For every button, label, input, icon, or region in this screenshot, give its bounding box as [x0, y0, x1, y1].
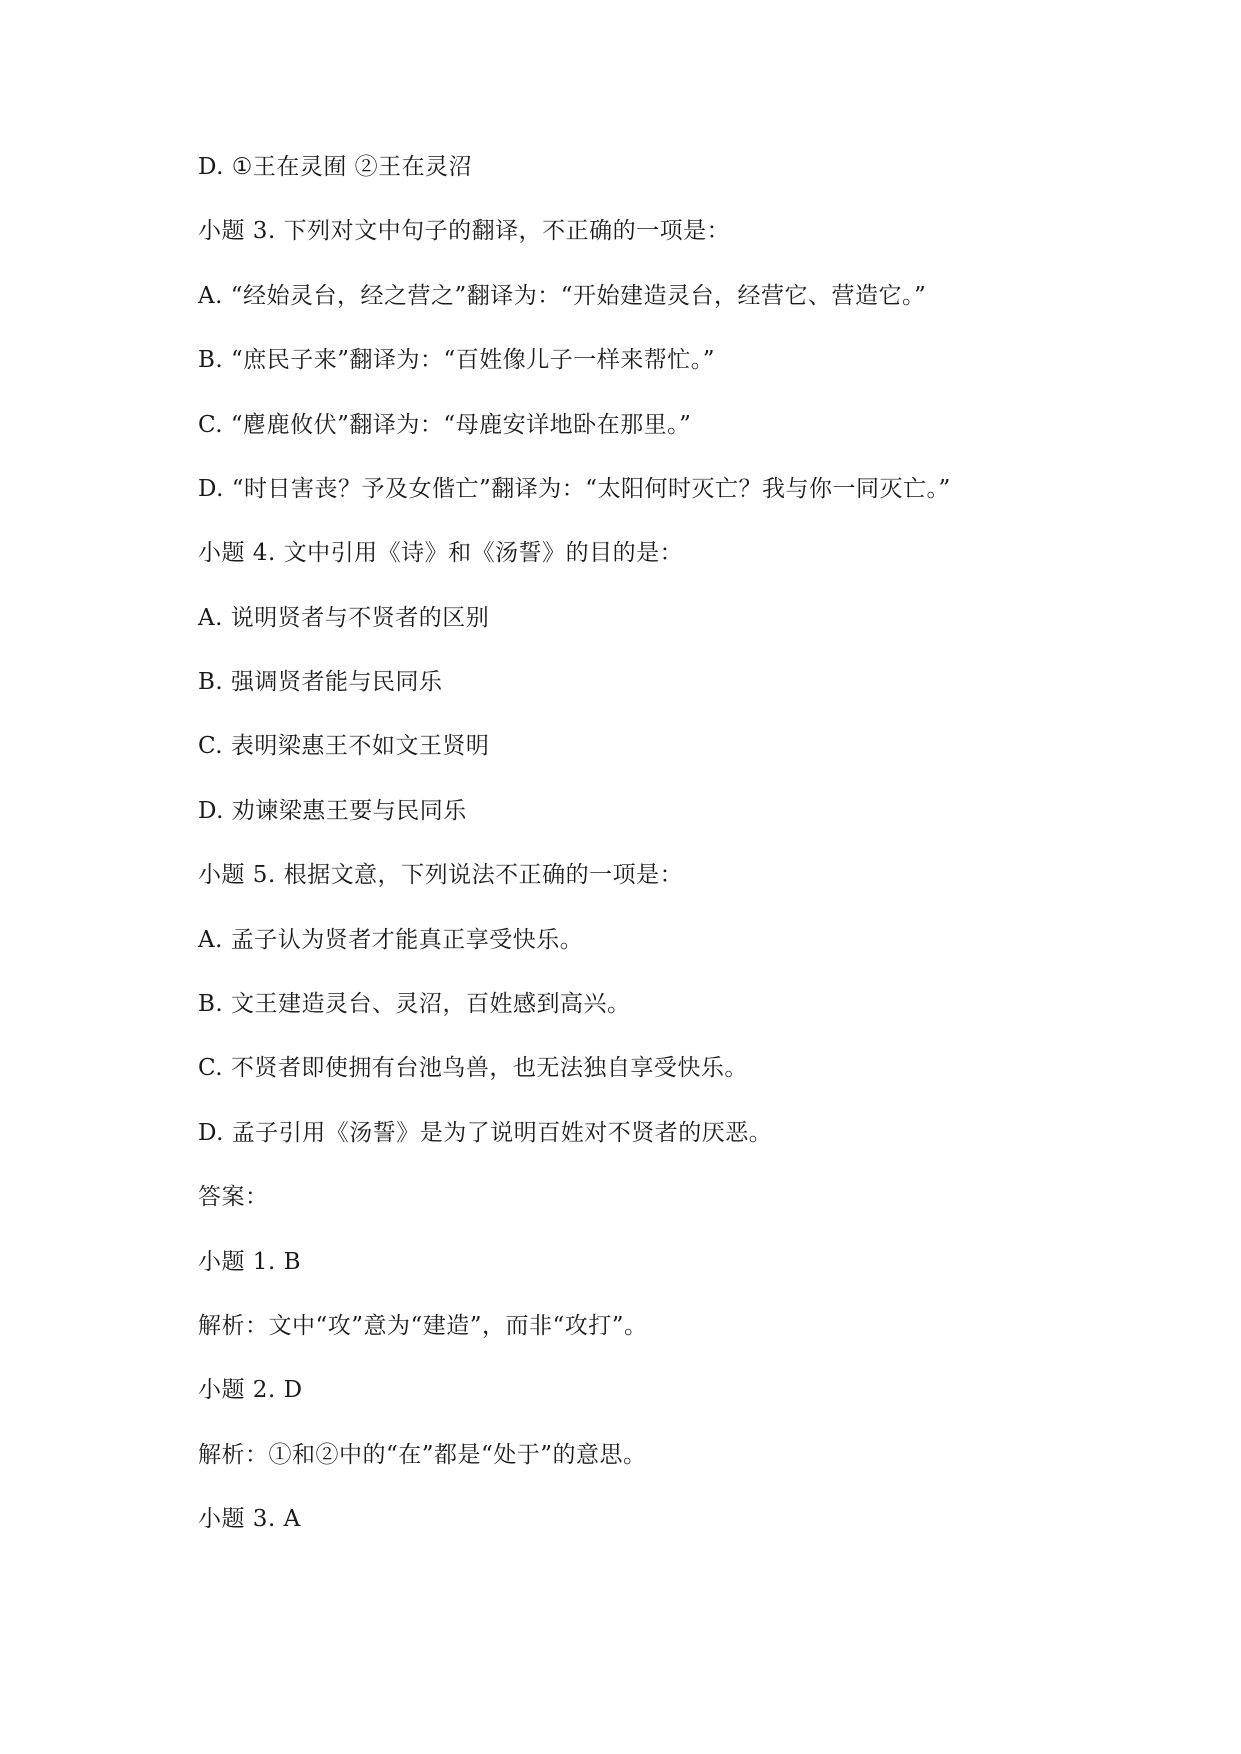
- explanation-2: 解析：①和②中的“在”都是“处于”的意思。: [198, 1442, 647, 1468]
- option-c-q5: C. 不贤者即使拥有台池鸟兽，也无法独自享受快乐。: [198, 1055, 748, 1081]
- option-a-q5: A. 孟子认为贤者才能真正享受快乐。: [198, 927, 584, 953]
- option-b-q4: B. 强调贤者能与民同乐: [198, 669, 443, 695]
- option-c-q4: C. 表明梁惠王不如文王贤明: [198, 733, 490, 759]
- question-5: 小题 5. 根据文意，下列说法不正确的一项是：: [198, 862, 684, 888]
- option-a-q3: A. “经始灵台，经之营之”翻译为：“开始建造灵台，经营它、营造它。”: [198, 283, 927, 309]
- option-d-q5: D. 孟子引用《汤誓》是为了说明百姓对不贤者的厌恶。: [198, 1120, 773, 1146]
- option-c-q3: C. “麀鹿攸伏”翻译为：“母鹿安详地卧在那里。”: [198, 412, 692, 438]
- question-4: 小题 4. 文中引用《诗》和《汤誓》的目的是：: [198, 540, 684, 566]
- option-b-q5: B. 文王建造灵台、灵沼，百姓感到高兴。: [198, 991, 631, 1017]
- question-3: 小题 3. 下列对文中句子的翻译，不正确的一项是：: [198, 218, 731, 244]
- option-d-q4: D. 劝谏梁惠王要与民同乐: [198, 798, 467, 824]
- explanation-1: 解析：文中“攻”意为“建造”，而非“攻打”。: [198, 1313, 648, 1339]
- answers-heading: 答案：: [198, 1184, 269, 1210]
- answer-1: 小题 1. B: [198, 1249, 301, 1275]
- answer-3: 小题 3. A: [198, 1506, 301, 1532]
- answer-2: 小题 2. D: [198, 1377, 303, 1403]
- option-b-q3: B. “庶民子来”翻译为：“百姓像儿子一样来帮忙。”: [198, 347, 716, 373]
- option-a-q4: A. 说明贤者与不贤者的区别: [198, 605, 490, 631]
- option-d-q3: D. “时日害丧？予及女偕亡”翻译为：“太阳何时灭亡？我与你一同灭亡。”: [198, 476, 951, 502]
- option-d-q2: D. ①王在灵囿 ②王在灵沼: [198, 154, 473, 180]
